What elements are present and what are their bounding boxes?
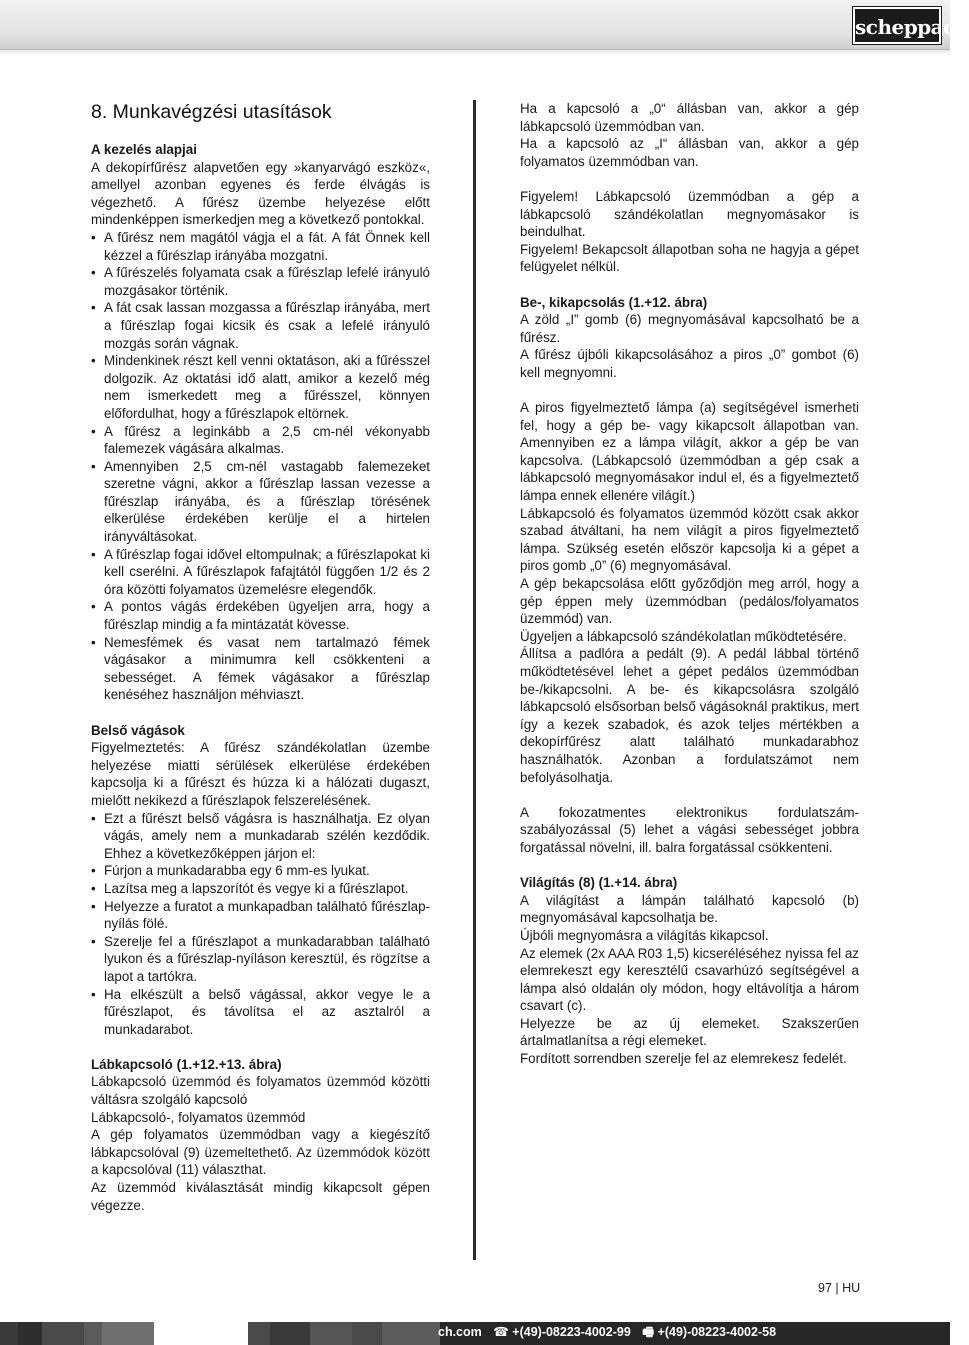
header-shadow bbox=[0, 50, 950, 55]
paragraph: Az üzemmód kiválasztását mindig kikapcsolt gépen végezze. bbox=[91, 1180, 430, 1213]
paragraph: Ügyeljen a lábkapcsoló szándékolatlan működtetésére. bbox=[520, 628, 847, 644]
paragraph: Lábkapcsoló üzemmód és folyamatos üzemmód közötti váltásra szolgáló kapcsoló bbox=[91, 1074, 430, 1108]
footer-block bbox=[18, 1322, 42, 1345]
heading-lighting: Világítás (8) (1.+14. ábra) bbox=[520, 875, 678, 891]
heading-foot-switch: Lábkapcsoló (1.+12.+13. ábra) bbox=[91, 1056, 282, 1072]
list-item: • A fűrész a leginkább a 2,5 cm-nél vékonyabb falemezek vágására alkalmas. bbox=[91, 423, 430, 458]
list-item: • Ezt a fűrészt belső vágásra is használhatja. Ez olyan vágás, amely nem a munkadarab szélén kezdődik. Ehhez a következőképpen járjon el: bbox=[91, 810, 430, 863]
page-footer bbox=[0, 1322, 950, 1345]
footer-block bbox=[382, 1322, 440, 1345]
page-number: 97 | HU bbox=[818, 1281, 861, 1295]
list-item: • Lazítsa meg a lapszorítót és vegye ki a fűrészlapot. bbox=[91, 880, 430, 898]
paragraph: A gép bekapcsolása előtt győződjön meg arról, hogy a gép éppen mely üzemmódban (pedálos/folyamatos üzemmód) van. bbox=[520, 576, 859, 627]
list-item: • Mindenkinek részt kell venni oktatáson, aki a fűrésszel dolgozik. Az oktatási idő alatt, amikor a kezelő még nem ismerkedett meg a fűrésszel, könnyen előfordulhat, hogy a fűrészlapok eltörnek. bbox=[91, 352, 430, 422]
column-divider bbox=[473, 100, 476, 1260]
heading-basics: A kezelés alapjai bbox=[91, 142, 197, 157]
footer-block bbox=[352, 1322, 382, 1345]
footer-block bbox=[248, 1322, 270, 1345]
footer-block bbox=[84, 1322, 102, 1345]
list-item: • A fűrész nem magától vágja el a fát. A fát Önnek kell kézzel a fűrészlap irányába mozgatni. bbox=[91, 229, 430, 264]
paragraph: Lábkapcsoló és folyamatos üzemmód között csak akkor szabad átváltani, ha nem világít a piros figyelmeztető lámpa. Szükség esetén először kapcsolja ki a gépet a piros gomb „0” (6) megnyomásával. bbox=[520, 505, 859, 574]
warning-text: Figyelem! Bekapcsolt állapotban soha ne hagyja a gépet felügyelet nélkül. bbox=[520, 241, 859, 275]
paragraph: Ha a kapcsoló az „I“ állásban van, akkor a gép folyamatos üzemmódban van. bbox=[520, 136, 859, 169]
basics-intro: A dekopírfűrész alapvetően egy »kanyarvágó eszköz«, amellyel azonban egyenes és ferde élvágás is végezhető. A fűrész üzembe helyezése előtt mindenképpen ismerkedjen meg a következő pontokkal. bbox=[91, 159, 430, 228]
list-item: • Helyezze a furatot a munkapadban található fűrészlap-nyílás fölé. bbox=[91, 898, 430, 933]
list-item: • Szerelje fel a fűrészlapot a munkadarabban található lyukon és a fűrészlap-nyíláson keresztül, és rögzítse a lapot a tartókra. bbox=[91, 933, 430, 986]
paragraph: A világítást a lámpán található kapcsoló (b) megnyomásával kapcsolhatja be. bbox=[520, 892, 859, 926]
footer-block bbox=[270, 1322, 310, 1345]
page-header bbox=[0, 0, 950, 50]
paragraph: A fokozatmentes elektronikus fordulatszám-szabályozással (5) lehet a vágási sebességet jobbra forgatással növelni, ill. balra forgatással csökkenteni. bbox=[520, 804, 859, 855]
paragraph: A fűrész újbóli kikapcsolásához a piros „0” gombot (6) kell megnyomni. bbox=[520, 347, 859, 380]
footer-block bbox=[42, 1322, 84, 1345]
right-column bbox=[520, 100, 859, 1068]
paragraph: A zöld „I” gomb (6) megnyomásával kapcsolható be a fűrész. bbox=[520, 312, 859, 345]
paragraph: Fordított sorrendben szerelje fel az elemrekesz fedelét. bbox=[520, 1051, 847, 1067]
footer-block bbox=[0, 1322, 18, 1345]
list-item: • A fűrészelés folyamata csak a fűrészlap lefelé irányuló mozgásakor történik. bbox=[91, 264, 430, 299]
footer-contact bbox=[438, 1322, 784, 1345]
footer-phone: ☎ +(49)-08223-4002-99 bbox=[493, 1325, 631, 1339]
heading-inner-cuts: Belső vágások bbox=[91, 722, 185, 738]
heading-on-off: Be-, kikapcsolás (1.+12. ábra) bbox=[520, 294, 708, 310]
paragraph: A piros figyelmeztető lámpa (a) segítségével ismerheti fel, hogy a gép be- vagy kikapcsolt állapotban van. Amennyiben ez a lámpa világít, akkor a gép be van kapcsolva. (Lábkapcsoló üzemmódban a gép csak a lábkapcsoló megnyomásakor indul el, és a figyelmeztető lámpa ennek ellenére világít.) bbox=[520, 400, 859, 504]
section-title: 8. Munkavégzési utasítások bbox=[91, 101, 332, 123]
list-item: • Nemesfémek és vasat nem tartalmazó fémek vágásakor a minimumra kell csökkenteni a sebességet. A fémek vágásakor a fűrészlap kenéséhez használjon méhviaszt. bbox=[91, 634, 430, 704]
list-item: • Ha elkészült a belső vágással, akkor vegye le a fűrészlapot, és távolítsa el az asztalról a munkadarabot. bbox=[91, 986, 430, 1039]
footer-block bbox=[154, 1322, 248, 1345]
paragraph: A gép folyamatos üzemmódban vagy a kiegészítő lábkapcsolóval (9) üzemeltethető. Az üzemmódok között a kapcsolóval (11) választhat. bbox=[91, 1127, 430, 1178]
left-column bbox=[91, 100, 430, 1214]
paragraph: Ha a kapcsoló a „0“ állásban van, akkor a gép lábkapcsoló üzemmódban van. bbox=[520, 101, 859, 134]
list-item: • Amennyiben 2,5 cm-nél vastagabb falemezeket szeretne vágni, akkor a fűrészlap lassan vezesse a fűrészlap irányába, és a fűrészlap törésének elkerülése érdekében kerülje el a hirtelen irányváltásokat. bbox=[91, 458, 430, 546]
paragraph: Helyezze be az új elemeket. Szakszerűen ártalmatlanítsa a régi elemeket. bbox=[520, 1015, 859, 1049]
footer-block bbox=[310, 1322, 352, 1345]
paragraph: Állítsa a padlóra a pedált (9). A pedál lábbal történő működtetésével lehet a gépet pedálos üzemmódban be-/kikapcsolni. A be- és kikapcsolásra szolgáló lábkapcsoló elsősorban belső vágásoknál praktikus, mert így a kezek szabadok, és azok teljes mértékben a dekopírfűrész alatt található munkadarabhoz használhatók. Azonban a fordulatszámot nem befolyásolhatja. bbox=[520, 646, 859, 785]
paragraph: Lábkapcsoló-, folyamatos üzemmód bbox=[91, 1109, 306, 1125]
paragraph: Az elemek (2x AAA R03 1,5) kicseréléséhez nyissa fel az elemrekeszt egy keresztélű csavarhúzó segítségével a lámpa alsó oldalán oly módon, hogy eltávolítja a három csavart (c). bbox=[520, 945, 859, 1014]
inner-cuts-warning: Figyelmeztetés: A fűrész szándékolatlan üzembe helyezése miatti sérülések elkerülése érdekében kapcsolja ki a fűrészt és húzza ki a hálózati dugaszt, mielőtt nekikezd a fűrészlapok felszerelésének. bbox=[91, 740, 430, 808]
list-item: • A pontos vágás érdekében ügyeljen arra, hogy a fűrészlap mindig a fa mintázatát kövesse. bbox=[91, 598, 430, 633]
list-item: • Fúrjon a munkadarabba egy 6 mm-es lyukat. bbox=[91, 862, 430, 880]
footer-fax: 🖷 +(49)-08223-4002-58 bbox=[642, 1325, 777, 1339]
footer-block bbox=[102, 1322, 154, 1345]
footer-web: ch.com bbox=[438, 1325, 482, 1339]
paragraph: Újbóli megnyomásra a világítás kikapcsol. bbox=[520, 927, 769, 943]
warning-text: Figyelem! Lábkapcsoló üzemmódban a gép a lábkapcsoló szándékolatlan megnyomásakor is beindulhat. bbox=[520, 188, 859, 240]
list-item: • A fűrészlap fogai idővel eltompulnak; a fűrészlapokat ki kell cserélni. A fűrészlapok fafajtától függően 1/2 és 2 óra közötti folyamatos üzemelésre elegendők. bbox=[91, 546, 430, 599]
scheppach-logo: scheppach bbox=[853, 7, 941, 44]
list-item: • A fát csak lassan mozgassa a fűrészlap irányába, mert a fűrészlap fogai kicsik és csak a lefelé irányuló mozgás során vágnak. bbox=[91, 299, 430, 352]
